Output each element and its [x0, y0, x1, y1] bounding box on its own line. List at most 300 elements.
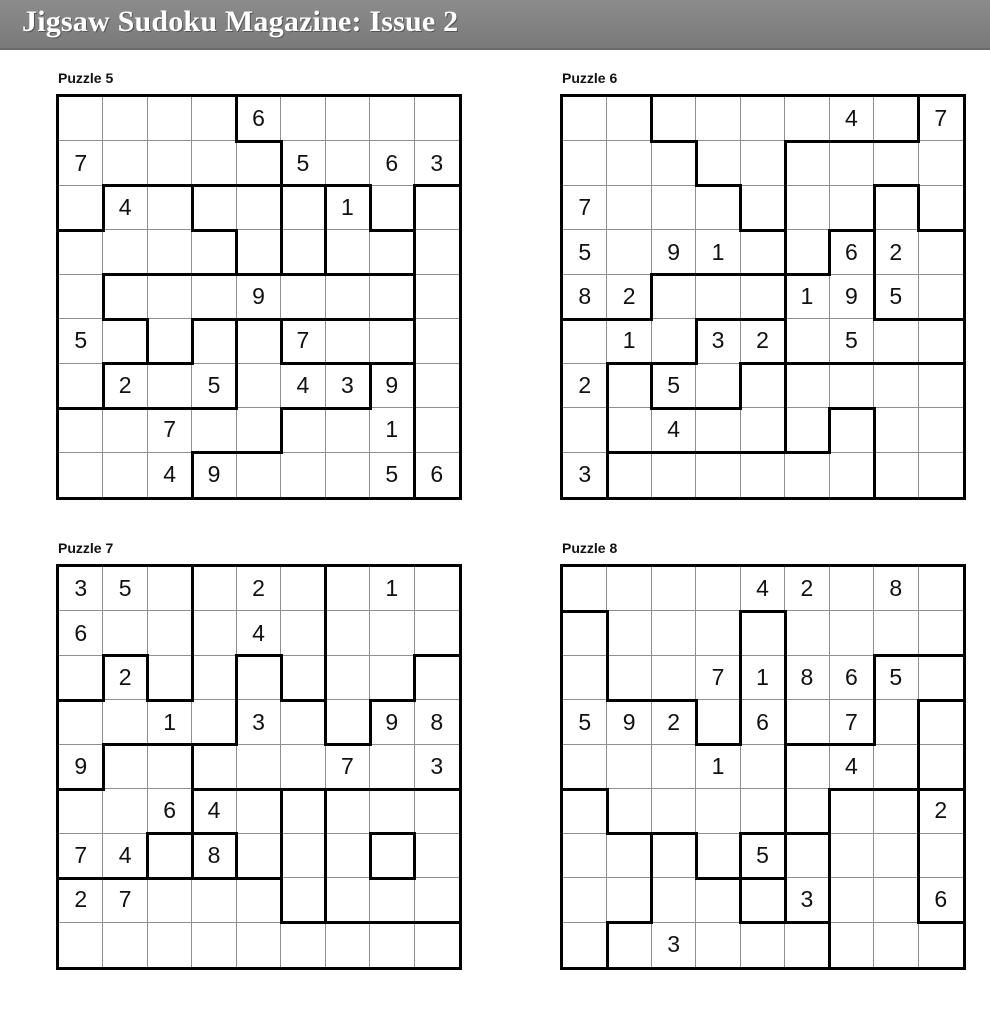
sudoku-cell: [874, 567, 918, 611]
sudoku-cell: [741, 364, 785, 408]
region-border: [606, 610, 609, 657]
sudoku-cell: [652, 611, 696, 655]
sudoku-cell: [415, 230, 459, 274]
given-digit: 1: [163, 708, 176, 735]
region-border: [369, 229, 416, 232]
sudoku-cell: [830, 567, 874, 611]
sudoku-cell: [59, 789, 103, 833]
region-border: [324, 407, 371, 410]
sudoku-cell: [281, 141, 325, 185]
given-digit: 9: [207, 461, 221, 488]
region-border: [784, 743, 831, 746]
region-border: [784, 140, 787, 187]
sudoku-cell: [696, 408, 740, 452]
puzzle-title: Puzzle 7: [58, 540, 114, 556]
region-border: [784, 362, 787, 409]
region-border: [739, 362, 742, 409]
sudoku-cell: [785, 611, 829, 655]
sudoku-cell: [874, 923, 918, 967]
sudoku-cell: [59, 700, 103, 744]
sudoku-cell: [874, 186, 918, 230]
region-border: [191, 788, 194, 835]
sudoku-cell: [370, 789, 414, 833]
sudoku-cell: [192, 611, 236, 655]
sudoku-cell: [192, 567, 236, 611]
region-border: [873, 273, 876, 320]
puzzle-title: Puzzle 5: [58, 70, 114, 86]
sudoku-cell: [281, 186, 325, 230]
region-border: [917, 362, 964, 365]
region-border: [606, 699, 653, 702]
region-border: [102, 743, 149, 746]
sudoku-cell: [370, 745, 414, 789]
region-border: [828, 743, 875, 746]
sudoku-cell: [237, 923, 281, 967]
sudoku-cell: [563, 319, 607, 363]
region-border: [784, 699, 787, 746]
given-digit: 2: [934, 797, 948, 824]
region-border: [562, 788, 609, 791]
region-border: [280, 184, 283, 231]
sudoku-cell: [326, 453, 370, 497]
sudoku-cell: [103, 186, 147, 230]
region-border: [828, 788, 831, 835]
sudoku-cell: [785, 453, 829, 497]
sudoku-cell: [370, 700, 414, 744]
given-digit: 1: [711, 752, 725, 779]
sudoku-cell: [607, 186, 651, 230]
given-digit: 9: [385, 708, 399, 735]
region-border: [324, 654, 327, 701]
sudoku-cell: [192, 186, 236, 230]
sudoku-cell: [103, 275, 147, 319]
sudoku-cell: [874, 275, 918, 319]
sudoku-cell: [192, 789, 236, 833]
region-border: [828, 229, 831, 276]
region-border: [695, 140, 698, 187]
given-digit: 9: [667, 238, 680, 265]
sudoku-cell: [652, 319, 696, 363]
sudoku-cell: [148, 923, 192, 967]
region-border: [280, 318, 283, 365]
region-border: [739, 451, 786, 454]
sudoku-cell: [192, 230, 236, 274]
sudoku-cell: [652, 453, 696, 497]
given-digit: 5: [889, 664, 903, 691]
sudoku-cell: [237, 453, 281, 497]
given-digit: 8: [800, 664, 814, 691]
region-border: [235, 451, 282, 454]
given-digit: 4: [296, 371, 310, 398]
region-border: [650, 407, 697, 410]
region-border: [784, 877, 787, 924]
region-border: [739, 699, 742, 746]
region-border: [102, 184, 149, 187]
given-digit: 3: [252, 708, 265, 735]
sudoku-cell: [607, 923, 651, 967]
region-border: [235, 318, 282, 321]
sudoku-cell: [415, 408, 459, 452]
sudoku-cell: [696, 878, 740, 922]
region-border: [650, 451, 697, 454]
region-border: [369, 273, 416, 276]
given-digit: 5: [207, 371, 221, 398]
sudoku-cell: [192, 364, 236, 408]
sudoku-cell: [607, 834, 651, 878]
sudoku-cell: [59, 453, 103, 497]
region-border: [102, 273, 149, 276]
given-digit: 1: [800, 282, 814, 309]
given-digit: 4: [207, 797, 221, 824]
sudoku-cell: [919, 408, 963, 452]
sudoku-cell: [148, 567, 192, 611]
sudoku-cell: [563, 230, 607, 274]
region-border: [413, 229, 416, 276]
given-digit: 2: [800, 575, 814, 602]
sudoku-cell: [785, 567, 829, 611]
sudoku-cell: [237, 745, 281, 789]
sudoku-cell: [830, 878, 874, 922]
region-border: [739, 610, 742, 657]
region-border: [650, 140, 697, 143]
sudoku-cell: [874, 611, 918, 655]
sudoku-cell: [696, 834, 740, 878]
sudoku-cell: [563, 700, 607, 744]
region-border: [146, 184, 193, 187]
sudoku-cell: [652, 745, 696, 789]
given-digit: 5: [889, 282, 903, 309]
sudoku-cell: [741, 453, 785, 497]
sudoku-cell: [370, 97, 414, 141]
sudoku-cell: [281, 745, 325, 789]
region-border: [191, 407, 238, 410]
region-border: [873, 362, 920, 365]
region-border: [369, 832, 372, 879]
region-border: [58, 699, 105, 702]
region-border: [695, 451, 742, 454]
sudoku-cell: [59, 656, 103, 700]
title-bar: [0, 0, 990, 50]
region-border: [695, 318, 742, 321]
given-digit: 6: [163, 797, 176, 824]
sudoku-cell: [281, 230, 325, 274]
sudoku-cell: [59, 319, 103, 363]
sudoku-cell: [874, 789, 918, 833]
region-border: [695, 832, 698, 879]
sudoku-cell: [370, 923, 414, 967]
sudoku-cell: [652, 408, 696, 452]
region-border: [324, 788, 327, 835]
sudoku-cell: [607, 453, 651, 497]
region-border: [739, 362, 786, 365]
sudoku-cell: [741, 275, 785, 319]
given-digit: 8: [889, 575, 903, 602]
sudoku-cell: [415, 364, 459, 408]
sudoku-cell: [370, 878, 414, 922]
region-border: [739, 229, 786, 232]
sudoku-cell: [919, 834, 963, 878]
sudoku-cell: [148, 408, 192, 452]
sudoku-cell: [281, 878, 325, 922]
sudoku-cell: [741, 319, 785, 363]
sudoku-cell: [563, 97, 607, 141]
given-digit: 4: [844, 105, 858, 132]
sudoku-cell: [919, 745, 963, 789]
sudoku-cell: [741, 408, 785, 452]
region-border: [413, 654, 416, 701]
sudoku-cell: [563, 656, 607, 700]
region-border: [369, 184, 372, 231]
region-border: [235, 140, 282, 143]
sudoku-cell: [281, 611, 325, 655]
sudoku-cell: [652, 656, 696, 700]
sudoku-cell: [237, 611, 281, 655]
sudoku-cell: [785, 700, 829, 744]
sudoku-cell: [326, 611, 370, 655]
given-digit: 7: [934, 105, 948, 132]
sudoku-cell: [370, 141, 414, 185]
given-digit: 5: [74, 327, 88, 354]
region-border: [606, 451, 653, 454]
region-border: [828, 407, 831, 454]
sudoku-cell: [652, 141, 696, 185]
region-border: [191, 877, 238, 880]
sudoku-cell: [785, 141, 829, 185]
given-digit: 1: [340, 194, 354, 221]
sudoku-cell: [103, 878, 147, 922]
sudoku-cell: [103, 230, 147, 274]
region-border: [562, 318, 609, 321]
region-border: [917, 699, 920, 746]
sudoku-cell: [652, 700, 696, 744]
sudoku-cell: [741, 97, 785, 141]
sudoku-cell: [281, 789, 325, 833]
sudoku-cell: [326, 834, 370, 878]
given-digit: 2: [578, 371, 592, 398]
given-digit: 7: [340, 752, 354, 779]
region-border: [695, 318, 698, 365]
region-border: [191, 318, 238, 321]
region-border: [413, 184, 416, 231]
region-border: [191, 451, 194, 498]
region-border: [146, 877, 193, 880]
region-border: [324, 566, 327, 613]
region-border: [191, 832, 194, 879]
sudoku-cell: [148, 611, 192, 655]
region-border: [784, 140, 831, 143]
sudoku-cell: [830, 364, 874, 408]
sudoku-cell: [192, 878, 236, 922]
region-border: [369, 318, 416, 321]
sudoku-cell: [326, 408, 370, 452]
sudoku-cell: [237, 141, 281, 185]
sudoku-cell: [741, 186, 785, 230]
sudoku-cell: [103, 834, 147, 878]
region-border: [413, 788, 460, 791]
sudoku-cell: [741, 230, 785, 274]
region-border: [280, 654, 283, 701]
sudoku-cell: [563, 453, 607, 497]
sudoku-grid: [56, 94, 462, 500]
sudoku-cell: [919, 319, 963, 363]
sudoku-cell: [652, 230, 696, 274]
sudoku-cell: [59, 567, 103, 611]
sudoku-cell: [103, 97, 147, 141]
sudoku-cell: [785, 656, 829, 700]
sudoku-cell: [874, 878, 918, 922]
sudoku-cell: [919, 97, 963, 141]
given-digit: 9: [385, 371, 399, 398]
region-border: [102, 362, 149, 365]
region-border: [413, 184, 460, 187]
sudoku-cell: [652, 97, 696, 141]
sudoku-cell: [148, 275, 192, 319]
given-digit: 4: [844, 752, 858, 779]
given-digit: 6: [844, 238, 858, 265]
region-border: [650, 877, 653, 924]
sudoku-cell: [148, 364, 192, 408]
sudoku-cell: [919, 364, 963, 408]
region-border: [917, 877, 920, 924]
given-digit: 4: [118, 194, 132, 221]
sudoku-cell: [59, 364, 103, 408]
given-digit: 3: [578, 461, 592, 488]
sudoku-cell: [281, 97, 325, 141]
region-border: [191, 743, 238, 746]
sudoku-cell: [326, 745, 370, 789]
region-border: [784, 318, 787, 365]
sudoku-cell: [326, 878, 370, 922]
sudoku-cell: [607, 656, 651, 700]
region-border: [650, 832, 653, 879]
region-border: [650, 273, 653, 320]
sudoku-cell: [148, 834, 192, 878]
sudoku-cell: [415, 97, 459, 141]
region-border: [873, 788, 920, 791]
region-border: [784, 273, 787, 320]
region-border: [828, 788, 875, 791]
sudoku-cell: [59, 611, 103, 655]
region-border: [324, 699, 327, 746]
region-border: [917, 699, 964, 702]
region-border: [280, 921, 327, 924]
given-digit: 2: [118, 664, 132, 691]
sudoku-cell: [563, 745, 607, 789]
sudoku-cell: [607, 789, 651, 833]
sudoku-cell: [59, 275, 103, 319]
region-border: [739, 877, 742, 924]
sudoku-cell: [192, 408, 236, 452]
sudoku-cell: [237, 834, 281, 878]
region-border: [146, 273, 193, 276]
sudoku-cell: [103, 567, 147, 611]
sudoku-cell: [874, 319, 918, 363]
sudoku-cell: [741, 700, 785, 744]
sudoku-cell: [415, 789, 459, 833]
region-border: [280, 184, 327, 187]
given-digit: 6: [385, 149, 399, 176]
region-border: [873, 318, 920, 321]
region-border: [784, 273, 831, 276]
sudoku-cell: [919, 923, 963, 967]
sudoku-cell: [148, 141, 192, 185]
region-border: [146, 318, 149, 365]
given-digit: 7: [74, 149, 88, 176]
region-border: [784, 832, 831, 835]
sudoku-cell: [59, 141, 103, 185]
region-border: [191, 566, 194, 613]
sudoku-cell: [919, 453, 963, 497]
sudoku-cell: [415, 611, 459, 655]
sudoku-cell: [652, 923, 696, 967]
sudoku-cell: [370, 611, 414, 655]
region-border: [235, 654, 282, 657]
sudoku-cell: [59, 745, 103, 789]
sudoku-cell: [830, 789, 874, 833]
region-border: [784, 610, 787, 657]
sudoku-cell: [148, 878, 192, 922]
region-border: [58, 788, 105, 791]
region-border: [146, 407, 193, 410]
sudoku-cell: [785, 364, 829, 408]
region-border: [606, 788, 609, 835]
region-border: [235, 229, 238, 276]
sudoku-cell: [326, 700, 370, 744]
region-border: [102, 407, 149, 410]
region-border: [413, 318, 416, 365]
sudoku-cell: [563, 275, 607, 319]
sudoku-cell: [563, 834, 607, 878]
sudoku-cell: [919, 230, 963, 274]
sudoku-cell: [607, 745, 651, 789]
region-border: [606, 921, 609, 968]
sudoku-cell: [148, 453, 192, 497]
region-border: [873, 654, 920, 657]
sudoku-cell: [192, 700, 236, 744]
given-digit: 9: [74, 752, 88, 779]
region-border: [917, 743, 920, 790]
sudoku-cell: [281, 834, 325, 878]
sudoku-cell: [370, 319, 414, 363]
sudoku-cell: [696, 141, 740, 185]
given-digit: 3: [711, 327, 725, 354]
given-digit: 2: [622, 282, 636, 309]
sudoku-cell: [59, 408, 103, 452]
region-border: [369, 832, 416, 835]
sudoku-cell: [563, 789, 607, 833]
sudoku-cell: [696, 97, 740, 141]
given-digit: 7: [118, 886, 132, 913]
region-border: [146, 362, 193, 365]
sudoku-cell: [785, 275, 829, 319]
region-border: [102, 273, 105, 320]
sudoku-cell: [741, 611, 785, 655]
sudoku-cell: [370, 230, 414, 274]
sudoku-cell: [370, 408, 414, 452]
given-digit: 7: [74, 841, 88, 868]
region-border: [606, 362, 609, 409]
region-border: [873, 451, 876, 498]
sudoku-cell: [103, 453, 147, 497]
sudoku-cell: [281, 408, 325, 452]
region-border: [324, 273, 371, 276]
sudoku-cell: [652, 878, 696, 922]
sudoku-cell: [415, 923, 459, 967]
region-border: [369, 362, 372, 409]
given-digit: 1: [711, 238, 725, 265]
sudoku-cell: [326, 656, 370, 700]
sudoku-cell: [652, 364, 696, 408]
